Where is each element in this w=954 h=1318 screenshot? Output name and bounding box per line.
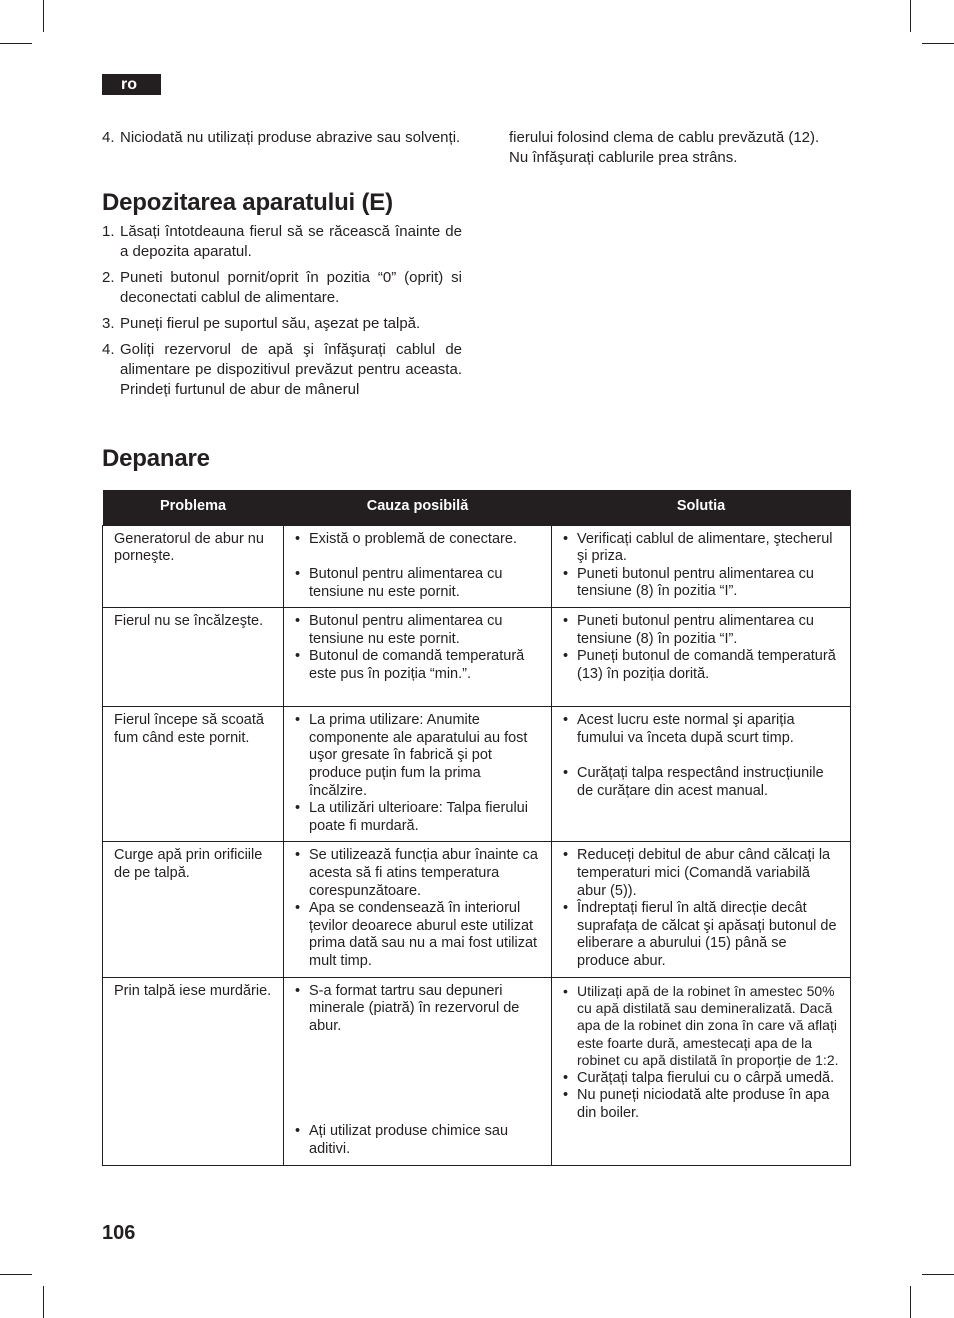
problem-cell: Curge apă prin orificiile de pe talpă.: [103, 842, 284, 977]
cause-cell: [284, 525, 552, 608]
crop-mark: [0, 43, 32, 44]
list-item: [102, 268, 462, 308]
list-item-text: Goliți rezervorul de apă şi înfăşurați cablul de alimentare pe dispozitivul prevăzut pentru aceasta. Prindeți furtunul de abur de mânerul: [120, 341, 462, 398]
problem-cell: Fierul nu se încălzeşte.: [103, 608, 284, 707]
column-header-problem: Problema: [103, 490, 284, 525]
solution-item: • Puneti butonul pentru alimentarea cu tensiune (8) în pozitia “I”.: [563, 566, 840, 601]
column-header-solution: Solutia: [552, 490, 851, 525]
solution-cell: [552, 608, 851, 707]
table-row: [103, 707, 851, 842]
list-item-text: Lăsați întotdeauna fierul să se răcească înainte de a depozita aparatul.: [120, 223, 462, 260]
cause-cell: [284, 707, 552, 842]
language-badge: ro: [102, 74, 161, 95]
list-item-number: 2.: [102, 269, 115, 286]
crop-mark: [43, 1286, 44, 1318]
table-row: [103, 977, 851, 1165]
solution-item: • Acest lucru este normal şi apariția fumului va înceta după scurt timp.: [563, 712, 840, 747]
page-number: 106: [102, 1222, 136, 1244]
cause-item: • Apa se condensează în interiorul țevilor deoarece aburul este utilizat prima dată sau nu a mai fost utilizat mult timp.: [295, 900, 541, 970]
cause-item: • S-a format tartru sau depuneri minerale (piatră) în rezervorul de abur.: [295, 983, 541, 1036]
cause-item: • Se utilizează funcția abur înainte ca acesta să fi atins temperatura corespunzătoare.: [295, 847, 541, 900]
cause-item: • Există o problemă de conectare.: [295, 531, 541, 549]
cause-item: • Butonul de comandă temperatură este pus în poziția “min.”.: [295, 648, 541, 683]
cause-cell: [284, 608, 552, 707]
list-item-number: 4.: [102, 129, 115, 146]
cause-item: • La prima utilizare: Anumite componente ale aparatului au fost uşor gresate în fabrică şi pot produce puțin fum la prima încălzire.: [295, 712, 541, 800]
solution-item: • Îndreptați fierul în altă direcție decât suprafața de călcat şi apăsați butonul de eliberare a aburului (15) până se produce abur.: [563, 900, 840, 970]
solution-cell: [552, 707, 851, 842]
crop-mark: [922, 43, 954, 44]
table-header-row: [103, 490, 851, 525]
solution-cell: [552, 977, 851, 1165]
storage-heading: Depozitarea aparatului (E): [102, 189, 393, 216]
crop-mark: [43, 0, 44, 32]
list-item-text: Puneti butonul pornit/oprit în pozitia “0” (oprit) si deconectati cablul de alimentare.: [120, 269, 462, 306]
list-item: [102, 128, 462, 148]
paragraph-line: fierului folosind clema de cablu prevăzută (12).: [509, 129, 820, 146]
intro-left-column: [102, 128, 462, 154]
cause-cell: [284, 977, 552, 1165]
paragraph-line: Nu înfăşurați cablurile prea strâns.: [509, 149, 738, 166]
solution-item: • Utilizați apă de la robinet în amestec 50% cu apă distilată sau demineralizată. Dacă apa de la robinet din zona în care vă aflați este foarte dură, amestecați apa de la robinet cu apă distilată în proporție de 1:2.: [563, 983, 840, 1070]
list-item-number: 4.: [102, 341, 115, 358]
list-item-number: 3.: [102, 315, 115, 332]
list-item-text: Puneți fierul pe suportul său, aşezat pe talpă.: [120, 315, 421, 332]
cause-item: • Butonul pentru alimentarea cu tensiune nu este pornit.: [295, 613, 541, 648]
cause-item: • Butonul pentru alimentarea cu tensiune nu este pornit.: [295, 566, 541, 601]
crop-mark: [910, 1286, 911, 1318]
crop-mark: [910, 0, 911, 32]
problem-cell: Fierul începe să scoată fum când este pornit.: [103, 707, 284, 842]
intro-right-column: [509, 128, 855, 168]
solution-item: • Curățați talpa fierului cu o cârpă umedă.: [563, 1070, 840, 1088]
problem-cell: Generatorul de abur nu porneşte.: [103, 525, 284, 608]
table-row: [103, 842, 851, 977]
list-item-number: 1.: [102, 223, 115, 240]
cause-item: • La utilizări ulterioare: Talpa fierului poate fi murdară.: [295, 800, 541, 835]
storage-list: [102, 222, 462, 406]
list-item-text: Niciodată nu utilizați produse abrazive sau solvenți.: [120, 129, 461, 146]
problem-cell: Prin talpă iese murdărie.: [103, 977, 284, 1165]
solution-item: • Verificați cablul de alimentare, ştecherul şi priza.: [563, 531, 840, 566]
solution-item: • Puneti butonul pentru alimentarea cu tensiune (8) în pozitia “I”.: [563, 613, 840, 648]
crop-mark: [922, 1274, 954, 1275]
list-item: [102, 222, 462, 262]
cause-item: • Ați utilizat produse chimice sau aditivi.: [295, 1123, 541, 1158]
solution-cell: [552, 525, 851, 608]
troubleshooting-heading: Depanare: [102, 445, 210, 472]
solution-cell: [552, 842, 851, 977]
column-header-cause: Cauza posibilă: [284, 490, 552, 525]
list-item: [102, 314, 462, 334]
solution-item: • Nu puneți niciodată alte produse în apa din boiler.: [563, 1087, 840, 1122]
table-row: [103, 608, 851, 707]
list-item: [102, 340, 462, 400]
solution-item: • Puneți butonul de comandă temperatură (13) în poziția dorită.: [563, 648, 840, 683]
solution-item: • Reduceți debitul de abur când călcați la temperaturi mici (Comandă variabilă abur (5)).: [563, 847, 840, 900]
solution-item: • Curățați talpa respectând instrucțiunile de curățare din acest manual.: [563, 765, 840, 800]
crop-mark: [0, 1274, 32, 1275]
table-row: [103, 525, 851, 608]
cause-cell: [284, 842, 552, 977]
troubleshooting-table: [102, 490, 851, 1166]
